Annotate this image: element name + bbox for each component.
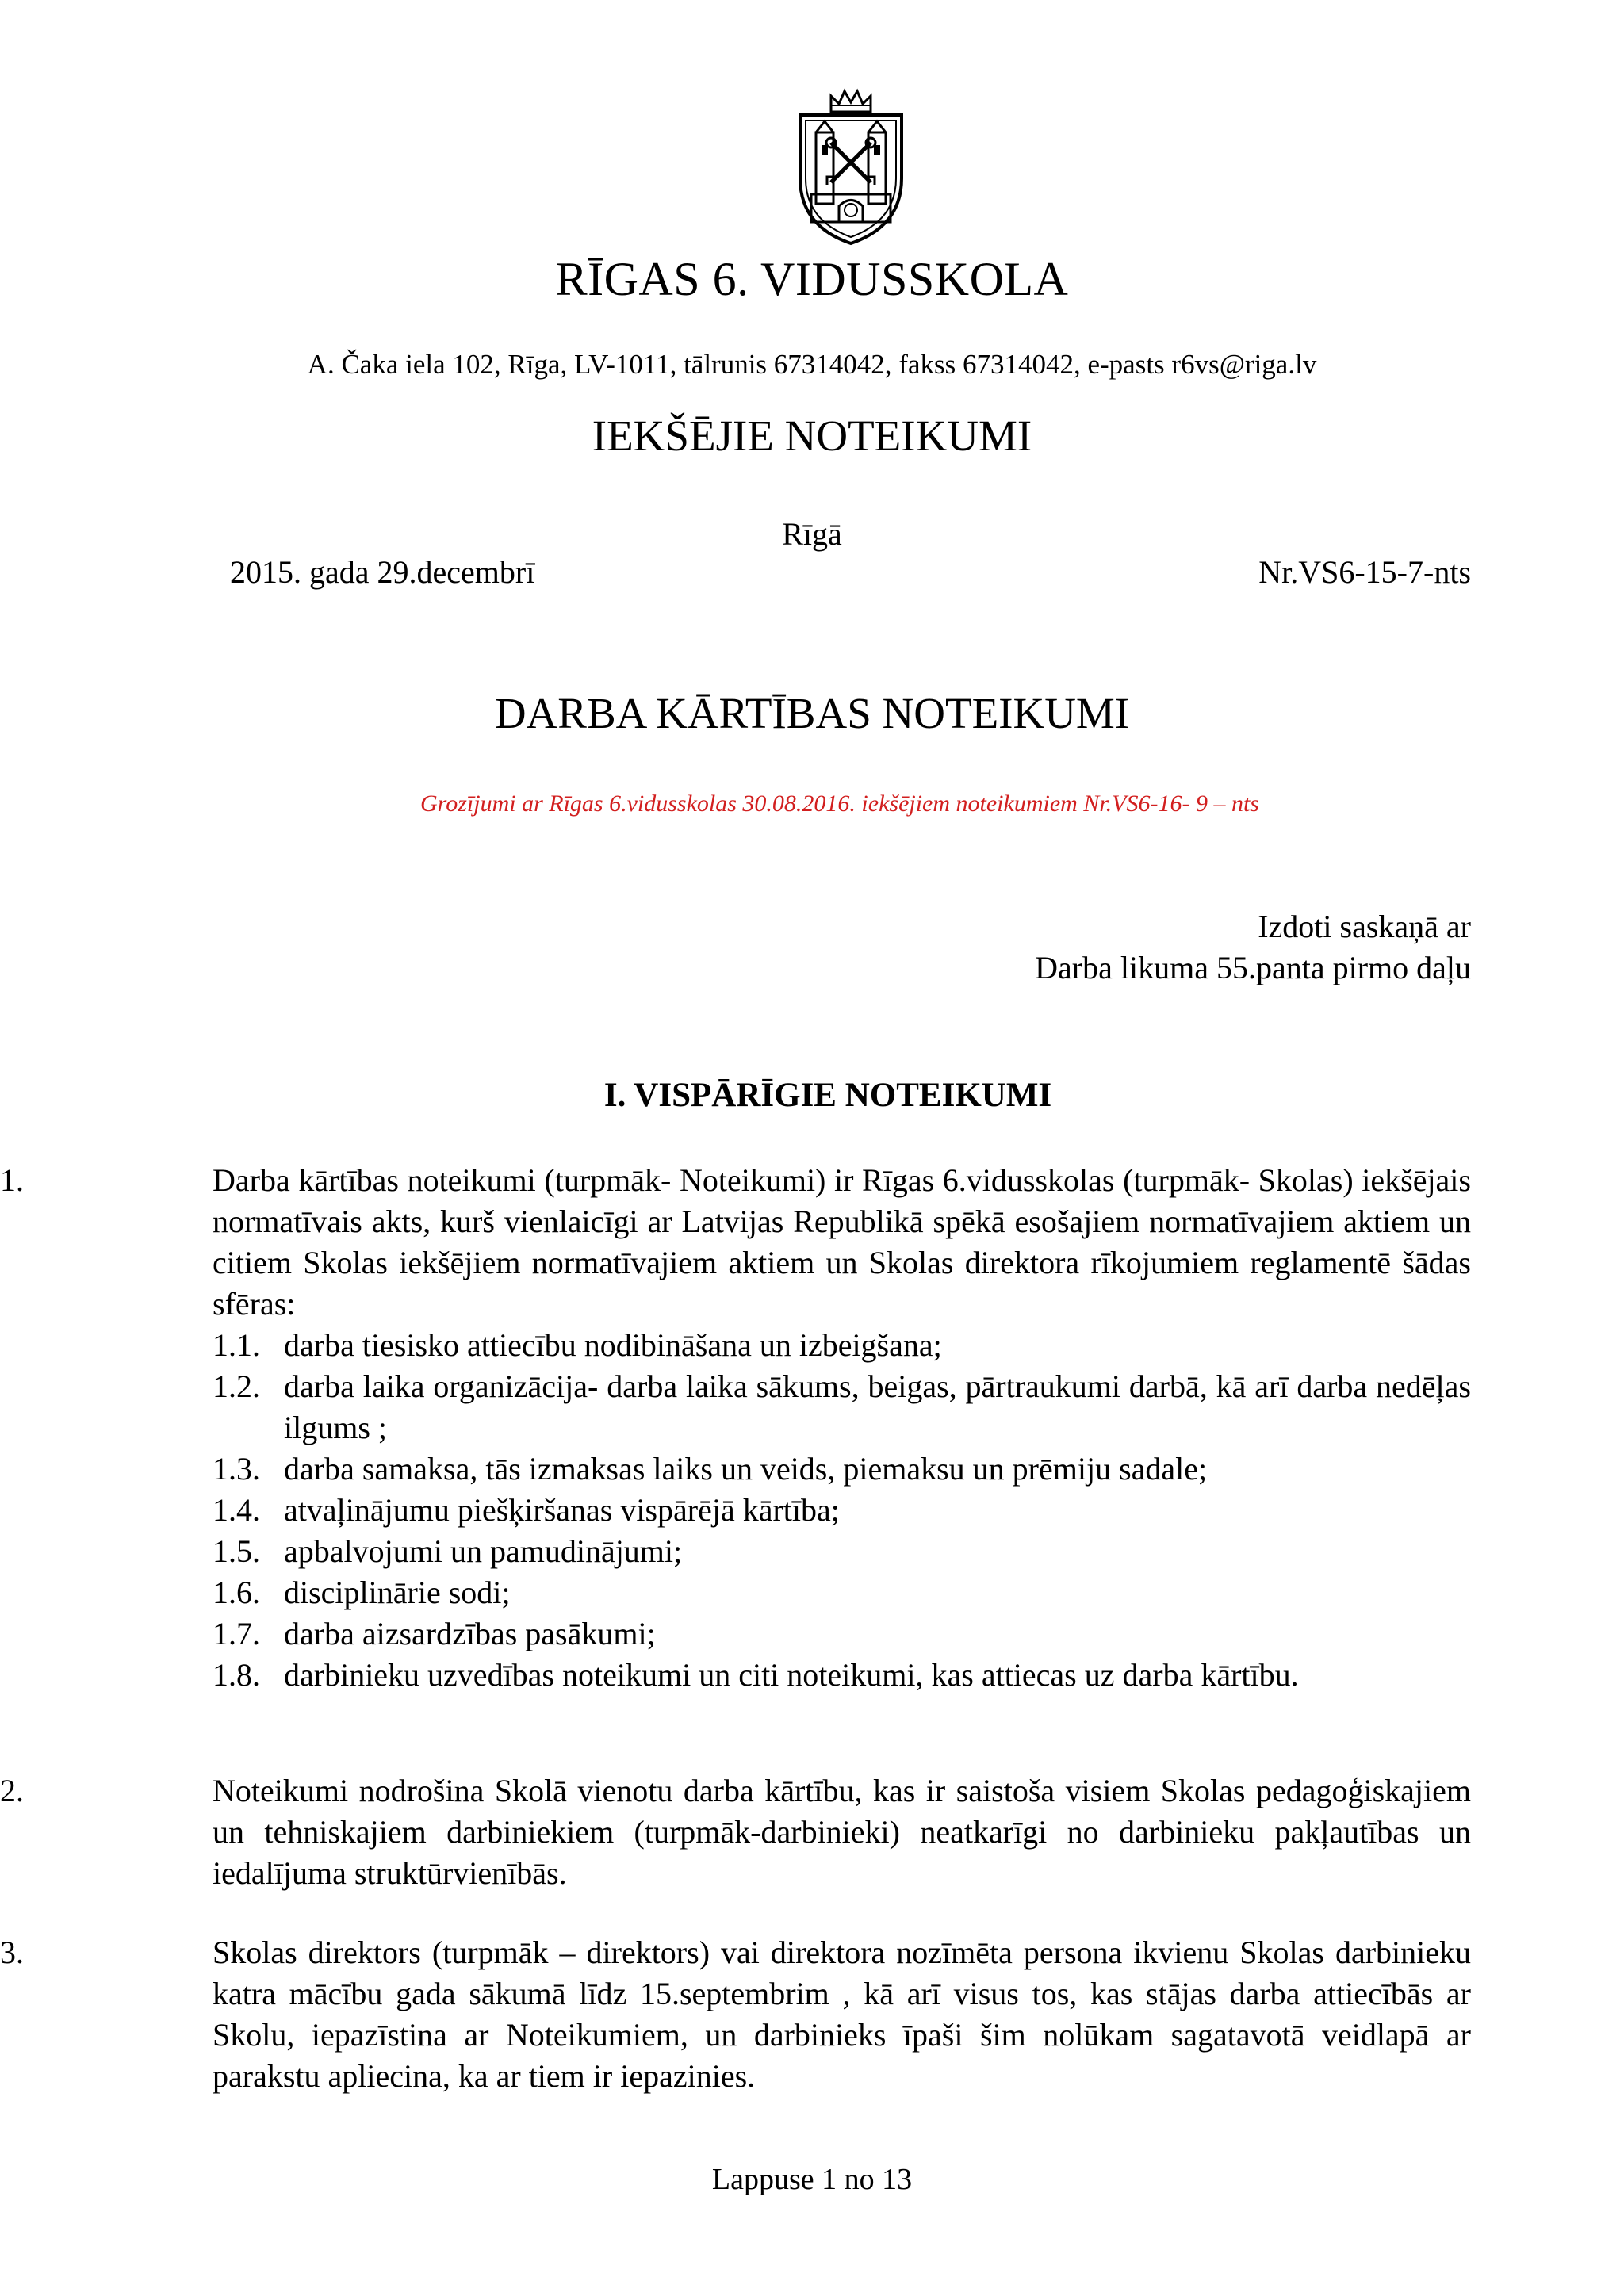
document-title: DARBA KĀRTĪBAS NOTEIKUMI	[494, 689, 1130, 737]
sub-item-number: 1.4.	[213, 1492, 260, 1528]
school-name: RĪGAS 6. VIDUSSKOLA	[555, 253, 1069, 305]
item-number: 3.	[0, 1934, 24, 1970]
sub-item-text: atvaļinājumu piešķiršanas vispārējā kārtība;	[284, 1492, 840, 1528]
issued-basis	[1035, 906, 1471, 989]
sub-item-number: 1.3.	[213, 1451, 260, 1487]
sub-item-number: 1.7.	[213, 1616, 260, 1651]
sub-item	[213, 1325, 1471, 1366]
sub-item-number: 1.5.	[213, 1533, 260, 1569]
sub-item	[213, 1531, 1471, 1572]
sub-item	[213, 1490, 1471, 1531]
sub-item	[213, 1655, 1471, 1696]
section-title: I. VISPĀRĪGIE NOTEIKUMI	[603, 1077, 1052, 1114]
sub-item-number: 1.1.	[213, 1327, 260, 1363]
document-type: IEKŠĒJIE NOTEIKUMI	[592, 411, 1032, 460]
sub-item-text: darbinieku uzvedības noteikumi un citi noteikumi, kas attiecas uz darba kārtību.	[284, 1657, 1299, 1693]
list-item	[0, 1932, 1471, 2097]
item-number: 1.	[0, 1162, 24, 1198]
sub-item-number: 1.8.	[213, 1657, 260, 1693]
item-text: Darba kārtības noteikumi (turpmāk- Noteikumi) ir Rīgas 6.vidusskolas (turpmāk- Skolas) iekšējais normatīvais akts, kurš vienlaicīgi ar Latvijas Republikā spēkā esošajiem normatīvajiem aktiem un citiem Skolas iekšējiem normatīvajiem aktiem un Skolas direktora rīkojumiem reglamentē šādas sfēras:	[213, 1162, 1471, 1322]
document-date: 2015. gada 29.decembrī	[230, 554, 535, 590]
sub-item-number: 1.6.	[213, 1575, 260, 1610]
document-number: Nr.VS6-15-7-nts	[1258, 554, 1471, 590]
item-text: Noteikumi nodrošina Skolā vienotu darba kārtību, kas ir saistoša visiem Skolas pedagoģiskajiem un tehniskajiem darbiniekiem (turpmāk-darbinieki) neatkarīgi no darbinieku pakļautības un iedalījuma struktūrvienībās.	[213, 1773, 1471, 1891]
sub-item-text: darba laika organizācija- darba laika sākums, beigas, pārtraukumi darbā, kā arī darba nedēļas ilgums ;	[284, 1368, 1471, 1445]
page-footer: Lappuse 1 no 13	[711, 2163, 913, 2196]
list-item	[0, 1160, 1471, 1696]
sub-item	[213, 1613, 1471, 1655]
issued-line-2: Darba likuma 55.panta pirmo daļu	[1035, 950, 1471, 985]
sub-item-text: disciplinārie sodi;	[284, 1575, 511, 1610]
sub-item-text: darba samaksa, tās izmaksas laiks un veids, piemaksu un prēmiju sadale;	[284, 1451, 1208, 1487]
sub-item	[213, 1448, 1471, 1490]
item-number: 2.	[0, 1773, 24, 1808]
sub-item-text: apbalvojumi un pamudinājumi;	[284, 1533, 683, 1569]
amendment-note: Grozījumi ar Rīgas 6.vidusskolas 30.08.2016. iekšējiem noteikumiem Nr.VS6-16- 9 – nts	[420, 790, 1259, 817]
sub-item-text: darba tiesisko attiecību nodibināšana un izbeigšana;	[284, 1327, 942, 1363]
document-place: Rīgā	[782, 516, 842, 552]
sub-item	[213, 1572, 1471, 1613]
school-address: A. Čaka iela 102, Rīga, LV-1011, tālrunis 67314042, fakss 67314042, e-pasts r6vs@riga.lv	[307, 349, 1317, 380]
item-text: Skolas direktors (turpmāk – direktors) vai direktora nozīmēta persona ikvienu Skolas darbinieku katra mācību gada sākumā līdz 15.septembrim , kā arī visus tos, kas stājas darba attiecībās ar Skolu, iepazīstina ar Noteikumiem, un darbinieks īpaši šim nolūkam sagatavotā veidlapā ar parakstu apliecina, ka ar tiem ir iepazinies.	[213, 1934, 1471, 2094]
riga-coat-of-arms-icon	[795, 83, 906, 246]
list-item	[0, 1770, 1471, 1894]
sub-item-text: darba aizsardzības pasākumi;	[284, 1616, 656, 1651]
sub-item	[213, 1366, 1471, 1448]
sub-item-number: 1.2.	[213, 1368, 260, 1404]
issued-line-1: Izdoti saskaņā ar	[1258, 909, 1471, 944]
